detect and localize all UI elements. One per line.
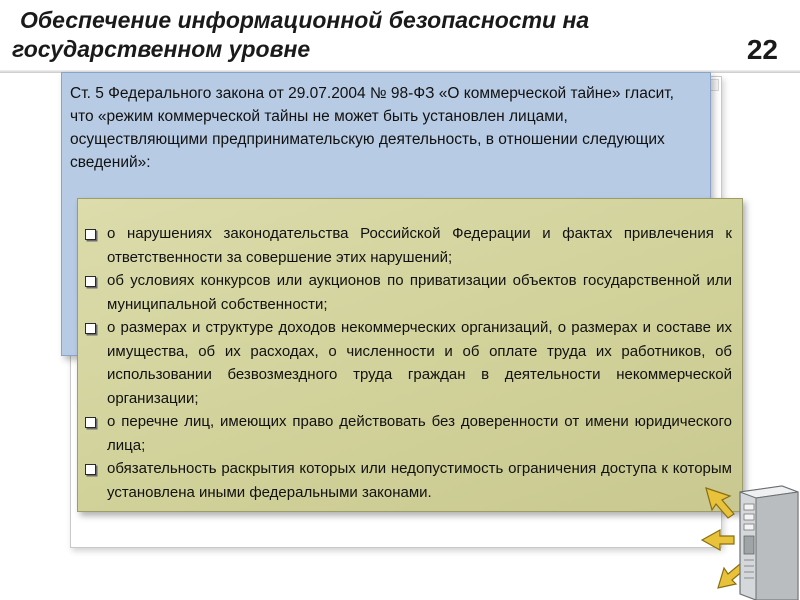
checkbox-bullet-icon bbox=[85, 464, 96, 475]
server-icon bbox=[700, 470, 800, 600]
list-item bbox=[82, 457, 732, 504]
checkbox-bullet-icon bbox=[85, 417, 96, 428]
checkbox-bullet-icon bbox=[85, 323, 96, 334]
bullet-list bbox=[82, 222, 732, 504]
intro-text: Ст. 5 Федерального закона от 29.07.2004 № 98-ФЗ «О коммерческой тайне» гласит, что «режим коммерческой тайны не может быть установлен лицами, осуществляющими предпринимательскую деятельность, в отношении следующих сведений»: bbox=[70, 85, 674, 171]
list-item bbox=[82, 269, 732, 316]
list-item-text: о перечне лиц, имеющих право действовать без доверенности от имени юридического лица; bbox=[107, 413, 732, 454]
slide-title: Обеспечение информационной безопасности на государственном уровне bbox=[12, 7, 590, 62]
list-item bbox=[82, 410, 732, 457]
list-item-text: обязательность раскрытия которых или недопустимость ограничения доступа к которым установлена иными федеральными законами. bbox=[107, 460, 732, 501]
slide-number: 22 bbox=[746, 34, 778, 65]
list-item-text: о размерах и структуре доходов некоммерческих организаций, о размерах и составе их имущества, об их расходах, о численности и об оплате труда их работников, об использовании безвозмездного труда граждан в деятельности некоммерческой организации; bbox=[107, 319, 732, 407]
title-bar bbox=[0, 0, 800, 72]
list-item bbox=[82, 316, 732, 410]
checkbox-bullet-icon bbox=[85, 276, 96, 287]
list-item-text: об условиях конкурсов или аукционов по приватизации объектов государственной или муниципальной собственности; bbox=[107, 272, 732, 313]
list-item-text: о нарушениях законодательства Российской Федерации и фактах привлечения к ответственности за совершение этих нарушений; bbox=[107, 225, 732, 266]
checkbox-bullet-icon bbox=[85, 229, 96, 240]
list-item bbox=[82, 222, 732, 269]
